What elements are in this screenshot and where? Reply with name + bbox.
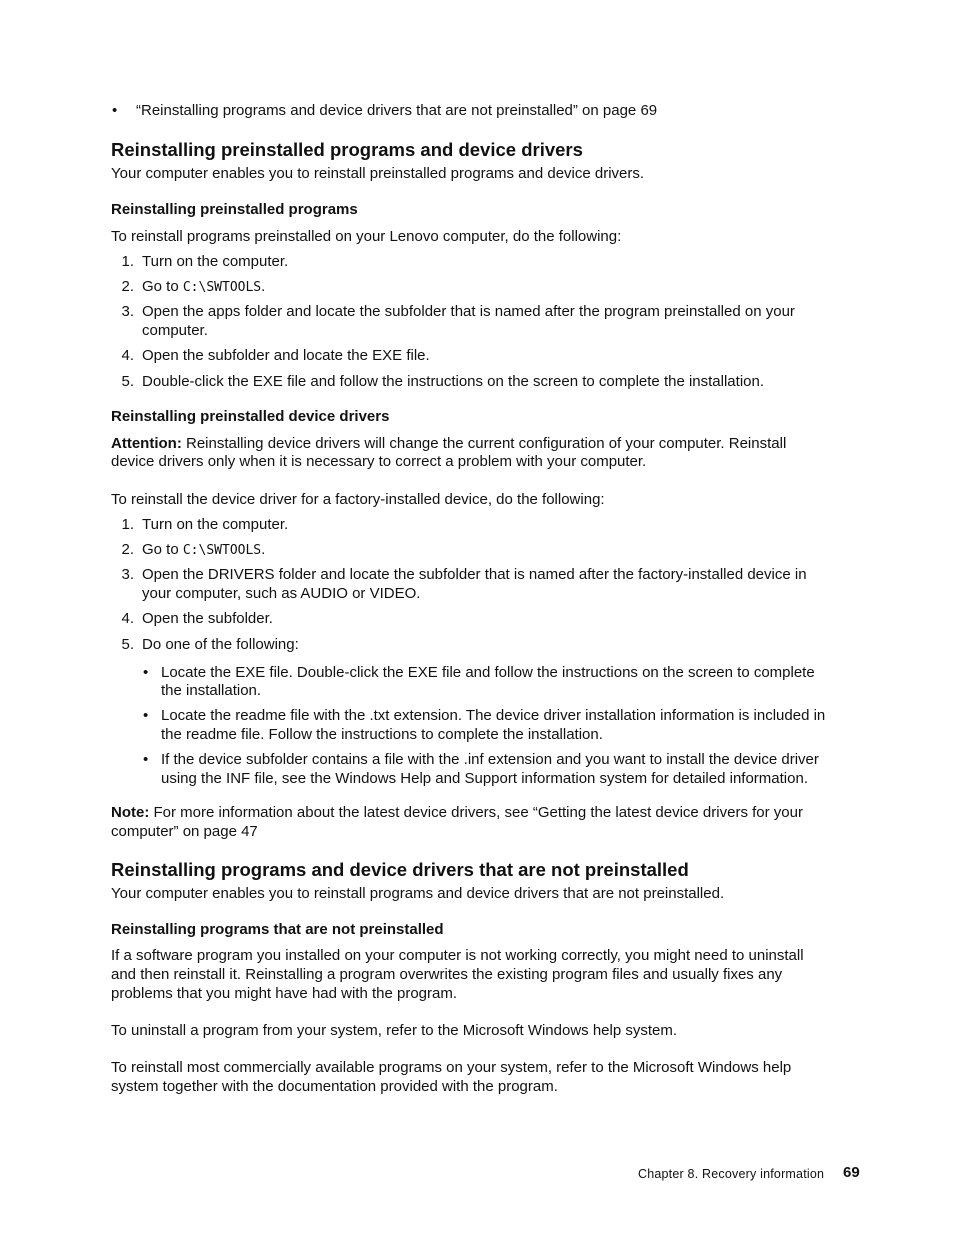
option-text: Locate the readme file with the .txt extension. The device driver installation information is included in [161,707,826,724]
step-number: 1. [121,253,134,270]
attention-label: Attention: [111,435,182,452]
note-text-continued[interactable]: computer” on page 47 [111,823,258,840]
paragraph: To reinstall most commercially available programs on your system, refer to the Microsoft Windows help [111,1059,792,1076]
step-number: 4. [121,347,134,364]
step-number: 3. [121,566,134,583]
step-text-continued: your computer, such as AUDIO or VIDEO. [142,585,421,602]
drivers-lead: To reinstall the device driver for a factory-installed device, do the following: [111,491,605,508]
option-text-continued: using the INF file, see the Windows Help and Support information system for detailed information. [161,770,808,787]
section-heading-not-preinstalled: Reinstalling programs and device drivers that are not preinstalled [111,859,689,880]
step-text: Go to C:\SWTOOLS. [142,541,266,558]
step-number: 1. [121,516,134,533]
option-text-continued: the installation. [161,682,262,699]
step-number: 3. [121,303,134,320]
step-number: 2. [121,278,134,295]
note-label: Note: [111,804,150,821]
paragraph: system together with the documentation provided with the program. [111,1078,558,1095]
option-text: Locate the EXE file. Double-click the EXE file and follow the instructions on the screen to complete [161,664,815,681]
attention-notice [111,434,786,453]
paragraph: and then reinstall it. Reinstalling a program overwrites the existing program files and usually fixes any [111,966,783,983]
attention-text-continued: device drivers only when it is necessary to correct a problem with your computer. [111,453,647,470]
bullet-marker: • [143,751,149,768]
option-text: If the device subfolder contains a file with the .inf extension and you want to install the device driver [161,751,819,768]
step-text-continued: computer. [142,322,208,339]
subheading-drivers: Reinstalling preinstalled device drivers [111,408,390,425]
paragraph: To uninstall a program from your system, refer to the Microsoft Windows help system. [111,1022,678,1039]
note-text[interactable]: For more information about the latest device drivers, see “Getting the latest device drivers for your [153,804,803,821]
step-text: Open the DRIVERS folder and locate the subfolder that is named after the factory-installed device in [142,566,807,583]
path-code: C:\SWTOOLS [182,280,262,295]
section-intro: Your computer enables you to reinstall preinstalled programs and device drivers. [111,165,645,182]
step-text: Open the apps folder and locate the subfolder that is named after the program preinstalled on your [142,303,795,320]
subheading-programs: Reinstalling preinstalled programs [111,201,358,218]
step-number: 4. [121,610,134,627]
bullet-marker: • [143,707,149,724]
step-number: 2. [121,541,134,558]
subheading-not-preinstalled-programs: Reinstalling programs that are not preinstalled [111,921,444,938]
page-number: 69 [843,1164,860,1181]
programs-lead: To reinstall programs preinstalled on your Lenovo computer, do the following: [111,228,622,245]
step-text: Double-click the EXE file and follow the instructions on the screen to complete the installation. [142,373,765,390]
step-number: 5. [121,636,134,653]
note [111,803,803,822]
bullet-marker: • [143,664,149,681]
step-text: Open the subfolder and locate the EXE file. [142,347,430,364]
option-text-continued: the readme file. Follow the instructions to complete the installation. [161,726,603,743]
attention-text: Reinstalling device drivers will change the current configuration of your computer. Reinstall [185,435,787,452]
section-intro: Your computer enables you to reinstall programs and device drivers that are not preinstalled. [111,885,725,902]
step-text: Do one of the following: [142,636,299,653]
step-text: Turn on the computer. [142,253,289,270]
step-text: Turn on the computer. [142,516,289,533]
step-number: 5. [121,373,134,390]
section-heading-preinstalled: Reinstalling preinstalled programs and device drivers [111,139,583,160]
paragraph: If a software program you installed on your computer is not working correctly, you might need to uninstall [111,947,804,964]
footer-chapter: Chapter 8. Recovery information [638,1167,825,1181]
paragraph: problems that you might have had with the program. [111,985,458,1002]
step-text: Open the subfolder. [142,610,273,627]
bullet-marker: • [112,102,118,119]
step-text: Go to C:\SWTOOLS. [142,278,266,295]
path-code: C:\SWTOOLS [182,543,262,558]
cross-reference-link[interactable]: “Reinstalling programs and device drivers that are not preinstalled” on page 69 [136,102,658,119]
